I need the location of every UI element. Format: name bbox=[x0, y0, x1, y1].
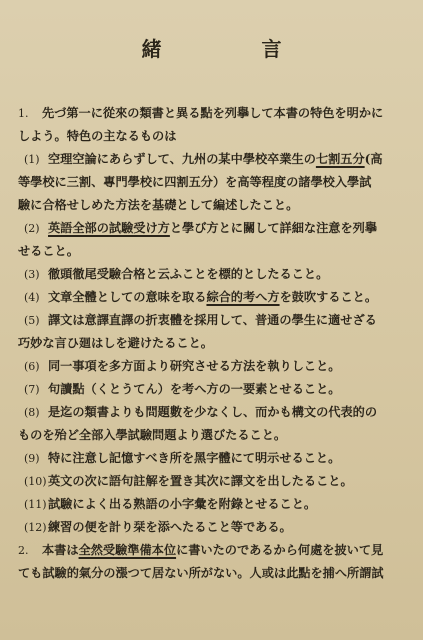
page-title: 緒 言 bbox=[141, 37, 322, 61]
list-item-8 bbox=[18, 401, 405, 447]
list-item-line bbox=[18, 286, 405, 309]
text-fragment: 空理空論にあらずして、九州の某中學校卒業生の bbox=[48, 152, 316, 166]
text-fragment: (高 bbox=[364, 152, 383, 166]
list-item-line bbox=[18, 309, 405, 332]
paragraph-number: 1. bbox=[18, 107, 29, 120]
text-fragment: 先づ第一に從來の類書と異る點を列擧して本書の特色を明かに bbox=[42, 106, 384, 120]
text-fragment: 特に注意し記憶すべき所を黑字體にて明示せること。 bbox=[48, 451, 341, 465]
text-fragment: 本書は bbox=[42, 543, 79, 557]
list-item-9 bbox=[18, 447, 405, 470]
item-number: (10) bbox=[24, 475, 47, 488]
text-fragment: 徹頭徹尾受驗合格と云ふことを標的としたること。 bbox=[48, 267, 329, 281]
list-item-line bbox=[18, 447, 405, 470]
item-number: (2) bbox=[24, 222, 40, 235]
text-fragment: 同一事項を多方面より研究させる方法を執りしこと。 bbox=[48, 359, 341, 373]
item-number: (5) bbox=[24, 314, 40, 327]
item-number: (8) bbox=[24, 406, 40, 419]
paragraph-2-line-2: ても試驗的氣分の漲つて居ない所がない。人或は此點を捕へ所謂試 bbox=[18, 566, 384, 580]
item-number: (4) bbox=[24, 291, 40, 304]
paragraph-1 bbox=[18, 102, 405, 148]
text-fragment: を鼓吹すること。 bbox=[279, 290, 378, 304]
paragraph-number: 2. bbox=[18, 544, 29, 557]
list-item-line bbox=[18, 263, 405, 286]
list-item-line bbox=[18, 217, 405, 240]
list-item-line: 巧妙な言ひ廻はしを避けたること。 bbox=[18, 336, 213, 350]
list-item-line bbox=[18, 470, 405, 493]
underlined-text: 七割五分 bbox=[315, 152, 365, 166]
item-number: (12) bbox=[24, 521, 47, 534]
text-fragment: 文章全體としての意味を取る bbox=[48, 290, 207, 304]
text-fragment: と學び方とに關して詳細な注意を列擧 bbox=[169, 221, 378, 235]
list-item-line: 等學校に三割、專門學校に四割五分）を高等程度の諸學校入學試 bbox=[18, 175, 372, 189]
underlined-text: 英語全部の試驗受け方 bbox=[48, 221, 170, 235]
paragraph-1-line-2: しよう。特色の主なるものは bbox=[18, 129, 177, 143]
text-fragment: 譯文は意譯直譯の折衷體を採用して、普通の學生に適せざる bbox=[48, 313, 377, 327]
text-fragment: 是迄の類書よりも問題數を少なくし、而かも構文の代表的の bbox=[48, 405, 378, 419]
text-fragment: 句讀點（くとうてん）を考へ方の一要素とせること。 bbox=[48, 382, 341, 396]
list-item-5 bbox=[18, 309, 405, 355]
paragraph-2-line-1 bbox=[18, 539, 405, 562]
list-item-line bbox=[18, 401, 405, 424]
list-item-12 bbox=[18, 516, 405, 539]
paragraph-2 bbox=[18, 539, 405, 585]
text-fragment: 英文の次に語句註解を置き其次に譯文を出したること。 bbox=[48, 474, 353, 488]
list-item-line bbox=[18, 516, 405, 539]
text-fragment: 練習の便を計り栞を添へたること等である。 bbox=[48, 520, 292, 534]
item-number: (7) bbox=[24, 383, 40, 396]
list-item-7 bbox=[18, 378, 405, 401]
list-item-line bbox=[18, 493, 405, 516]
item-number: (9) bbox=[24, 452, 40, 465]
list-item-4 bbox=[18, 286, 405, 309]
list-item-11 bbox=[18, 493, 405, 516]
list-item-1 bbox=[18, 148, 405, 217]
text-fragment: 試驗によく出る熟語の小字彙を附錄とせること。 bbox=[48, 497, 317, 511]
list-item-line bbox=[18, 148, 405, 171]
list-item-2 bbox=[18, 217, 405, 263]
paragraph-1-line-1 bbox=[18, 102, 405, 125]
underlined-text: 綜合的考へ方 bbox=[206, 290, 280, 304]
list-item-10 bbox=[18, 470, 405, 493]
item-number: (3) bbox=[24, 268, 40, 281]
item-number: (6) bbox=[24, 360, 40, 373]
list-item-line: せること。 bbox=[18, 244, 79, 258]
item-number: (1) bbox=[24, 153, 40, 166]
list-item-line: ものを殆ど全部入學試驗問題より選びたること。 bbox=[18, 428, 287, 442]
underlined-text: 全然受驗準備本位 bbox=[78, 543, 177, 557]
list-item-line bbox=[18, 378, 405, 401]
list-item-line: 驗に合格せしめた方法を基礎として編述したこと。 bbox=[18, 198, 299, 212]
text-fragment: に書いたのであるから何處を披いて見 bbox=[176, 543, 384, 557]
list-item-line bbox=[18, 355, 405, 378]
list-item-3 bbox=[18, 263, 405, 286]
item-number: (11) bbox=[24, 498, 47, 511]
list-item-6 bbox=[18, 355, 405, 378]
